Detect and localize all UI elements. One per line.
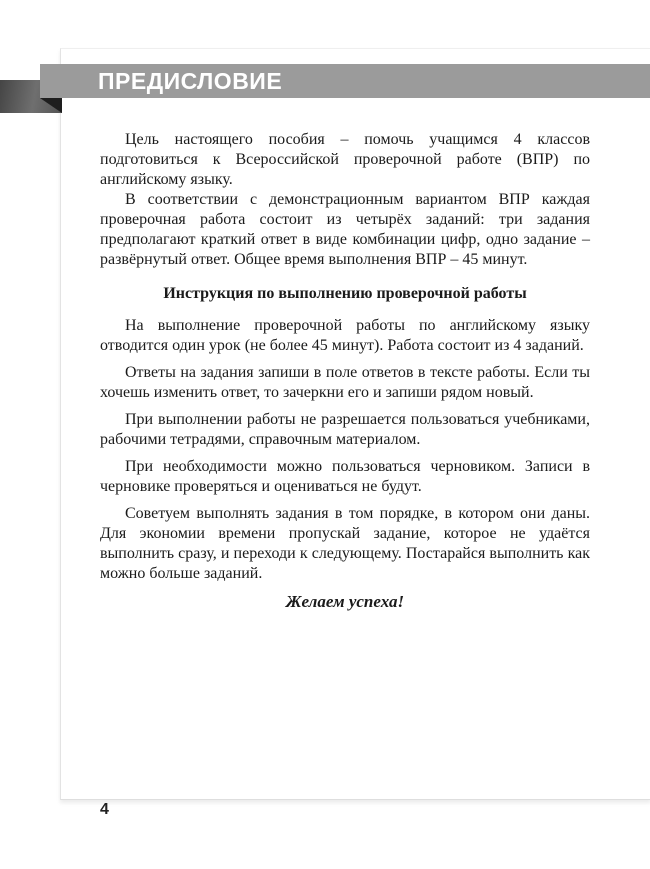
- paragraph-structure: В соответствии с демонстрационным вариантом ВПР каждая проверочная работа состоит из четырёх заданий: три задания предполагают краткий ответ в виде комбинации цифр, одно задание – развёрнутый ответ. Общее время выполнения ВПР – 45 минут.: [100, 191, 590, 268]
- ribbon-fold-corner: [40, 98, 62, 113]
- chapter-banner: [40, 64, 650, 98]
- page-number: 4: [100, 801, 109, 818]
- closing-wish: Желаем успеха!: [285, 592, 405, 611]
- instruction-heading: Инструкция по выполнению проверочной работы: [163, 285, 527, 302]
- paragraph-advice: Советуем выполнять задания в том порядке, в котором они даны. Для экономии времени пропускай задание, которое не удаётся выполнить сразу, и переходи к следующему. Постарайся выполнить как можно больше заданий.: [100, 505, 590, 582]
- paragraph-answers: Ответы на задания запиши в поле ответов в тексте работы. Если ты хочешь изменить ответ, то зачеркни его и запиши рядом новый.: [100, 364, 590, 401]
- chapter-title: ПРЕДИСЛОВИЕ: [98, 68, 283, 94]
- paragraph-purpose: Цель настоящего пособия – помочь учащимся 4 классов подготовиться к Всероссийской проверочной работе (ВПР) по английскому языку.: [100, 131, 590, 188]
- paragraph-restrictions: При выполнении работы не разрешается пользоваться учебниками, рабочими тетрадями, справочным материалом.: [100, 411, 590, 448]
- text-column: [100, 130, 590, 612]
- paragraph-draft: При необходимости можно пользоваться черновиком. Записи в черновике проверяться и оцениваться не будут.: [100, 458, 590, 495]
- paragraph-timing: На выполнение проверочной работы по английскому языку отводится один урок (не более 45 минут). Работа состоит из 4 заданий.: [100, 317, 590, 354]
